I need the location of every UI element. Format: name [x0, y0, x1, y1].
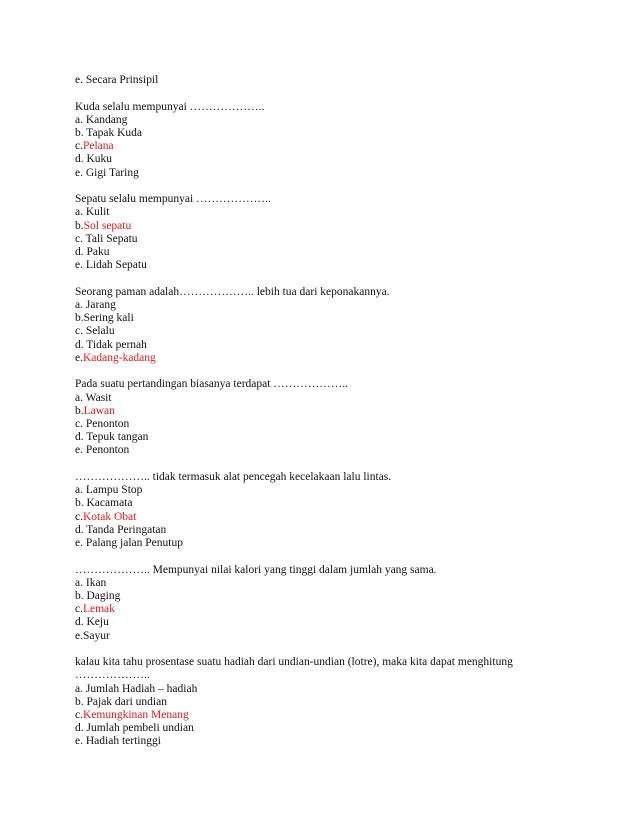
- option-prefix: b.: [75, 219, 84, 232]
- answer-option: [75, 114, 605, 127]
- option-prefix: e.: [75, 351, 83, 364]
- option-text: Kacamata: [86, 497, 133, 510]
- option-text: Tidak pernah: [86, 338, 147, 351]
- answer-option: [75, 630, 605, 643]
- option-text: Gigi Taring: [85, 166, 139, 179]
- question-text: ……………….. Mempunyai nilai kalori yang tinggi dalam jumlah yang sama.: [75, 563, 437, 576]
- option-text: Kandang: [85, 113, 128, 126]
- correct-answer-text: Sol sepatu: [83, 219, 132, 232]
- option-text: Lidah Sepatu: [85, 259, 147, 272]
- answer-option: [75, 352, 605, 365]
- option-prefix: b.: [75, 127, 87, 139]
- answer-option: [75, 577, 605, 590]
- option-text: Selalu: [85, 325, 115, 338]
- answer-option: [75, 603, 605, 616]
- option-prefix: a.: [75, 299, 86, 312]
- question-text-continued: ………………..: [75, 669, 150, 682]
- option-text: Keju: [86, 616, 109, 629]
- question-text: kalau kita tahu prosentase suatu hadiah dari undian-undian (lotre), maka kita dapat menghitung: [75, 656, 513, 669]
- question-block: [75, 656, 605, 748]
- option-prefix: b.: [75, 695, 87, 708]
- quiz-content: [75, 74, 605, 762]
- answer-option: [75, 312, 605, 325]
- correct-answer-text: Kemungkinan Menang: [82, 709, 189, 722]
- option-text: Ikan: [85, 576, 107, 589]
- option-prefix: d.: [75, 338, 87, 351]
- answer-option: [75, 233, 605, 246]
- option-prefix: a.: [75, 113, 86, 126]
- option-prefix: e.: [75, 444, 86, 457]
- answer-option: [75, 722, 605, 735]
- question-block: [75, 286, 605, 365]
- option-prefix: c.: [75, 603, 83, 616]
- question-text: Seorang paman adalah……………….. lebih tua dari keponakannya.: [75, 285, 390, 298]
- option-text: Tapak Kuda: [86, 127, 143, 139]
- answer-option: [75, 392, 605, 405]
- option-prefix: d.: [75, 246, 87, 259]
- answer-option: [75, 339, 605, 352]
- answer-option: [75, 497, 605, 510]
- answer-option: [75, 220, 605, 233]
- option-prefix: d.: [75, 722, 87, 735]
- option-text: Paku: [86, 246, 110, 259]
- option-text: Penonton: [85, 444, 130, 457]
- answer-option: [75, 484, 605, 497]
- answer-option: [75, 683, 605, 696]
- answer-option: [75, 431, 605, 444]
- correct-answer-text: Lemak: [82, 603, 115, 616]
- answer-option: [75, 127, 605, 140]
- question-block: [75, 471, 605, 550]
- option-prefix: c.: [75, 418, 86, 431]
- option-prefix: d.: [75, 523, 87, 536]
- answer-option: [75, 444, 605, 457]
- option-text: Palang jalan Penutup: [85, 537, 183, 550]
- option-prefix: b.: [75, 590, 87, 603]
- option-prefix: c.: [75, 232, 86, 245]
- question-block: [75, 564, 605, 643]
- option-prefix: a.: [75, 391, 86, 404]
- option-prefix: d.: [75, 616, 87, 629]
- option-text: Tepuk tangan: [86, 431, 149, 444]
- option-text: Daging: [86, 590, 121, 603]
- option-prefix: d.: [75, 153, 87, 166]
- option-text: Hadiah tertinggi: [85, 735, 161, 748]
- correct-answer-text: Lawan: [83, 404, 115, 417]
- option-text: Sayur: [82, 629, 110, 642]
- question-block: [75, 101, 605, 180]
- answer-option: [75, 735, 605, 748]
- answer-option: [75, 246, 605, 259]
- answer-option: [75, 405, 605, 418]
- question-text: Kuda selalu mempunyai ………………..: [75, 100, 265, 113]
- answer-option: [75, 167, 605, 180]
- answer-option: [75, 524, 605, 537]
- previous-option: e. Secara Prinsipil: [75, 74, 159, 86]
- question-text: ……………….. tidak termasuk alat pencegah kecelakaan lalu lintas.: [75, 471, 392, 484]
- option-prefix: a.: [75, 576, 86, 589]
- answer-option: [75, 709, 605, 722]
- option-text: Kuku: [86, 153, 113, 166]
- correct-answer-text: Kotak Obat: [82, 510, 137, 523]
- option-prefix: b.: [75, 312, 84, 325]
- option-prefix: e.: [75, 735, 86, 748]
- option-prefix: e.: [75, 259, 86, 272]
- question-block: [75, 193, 605, 272]
- option-prefix: b.: [75, 404, 84, 417]
- option-prefix: c.: [75, 709, 83, 722]
- option-prefix: a.: [75, 206, 86, 219]
- answer-option: [75, 696, 605, 709]
- option-prefix: e.: [75, 166, 86, 179]
- option-text: Pajak dari undian: [86, 695, 167, 708]
- option-prefix: a.: [75, 682, 86, 695]
- option-prefix: e.: [75, 629, 83, 642]
- correct-answer-text: Pelana: [82, 140, 114, 153]
- answer-option: [75, 206, 605, 219]
- answer-option: [75, 153, 605, 166]
- question-text: Pada suatu pertandingan biasanya terdapat ………………..: [75, 378, 349, 391]
- option-text: Tali Sepatu: [85, 232, 138, 245]
- answer-option: [75, 325, 605, 338]
- option-text: Jarang: [85, 299, 116, 312]
- answer-option: [75, 537, 605, 550]
- option-prefix: b.: [75, 497, 87, 510]
- option-text: Penonton: [85, 418, 130, 431]
- option-text: Tanda Peringatan: [86, 523, 167, 536]
- option-text: Jumlah Hadiah – hadiah: [85, 682, 198, 695]
- correct-answer-text: Kadang-kadang: [82, 351, 156, 364]
- answer-option: [75, 590, 605, 603]
- question-text: Sepatu selalu mempunyai ………………..: [75, 193, 271, 206]
- option-text: Wasit: [85, 391, 112, 404]
- option-prefix: a.: [75, 484, 86, 497]
- option-prefix: c.: [75, 140, 83, 153]
- option-text: Jumlah pembeli undian: [86, 722, 194, 735]
- answer-option: [75, 259, 605, 272]
- option-prefix: c.: [75, 325, 86, 338]
- answer-option: [75, 140, 605, 153]
- answer-option: [75, 616, 605, 629]
- option-prefix: e.: [75, 537, 86, 550]
- answer-option: [75, 418, 605, 431]
- option-text: Sering kali: [83, 312, 134, 325]
- option-text: Kulit: [85, 206, 110, 219]
- answer-option: [75, 299, 605, 312]
- option-prefix: c.: [75, 510, 83, 523]
- option-prefix: d.: [75, 431, 87, 444]
- previous-option-block: [75, 74, 605, 87]
- option-text: Lampu Stop: [85, 484, 143, 497]
- answer-option: [75, 511, 605, 524]
- question-block: [75, 378, 605, 457]
